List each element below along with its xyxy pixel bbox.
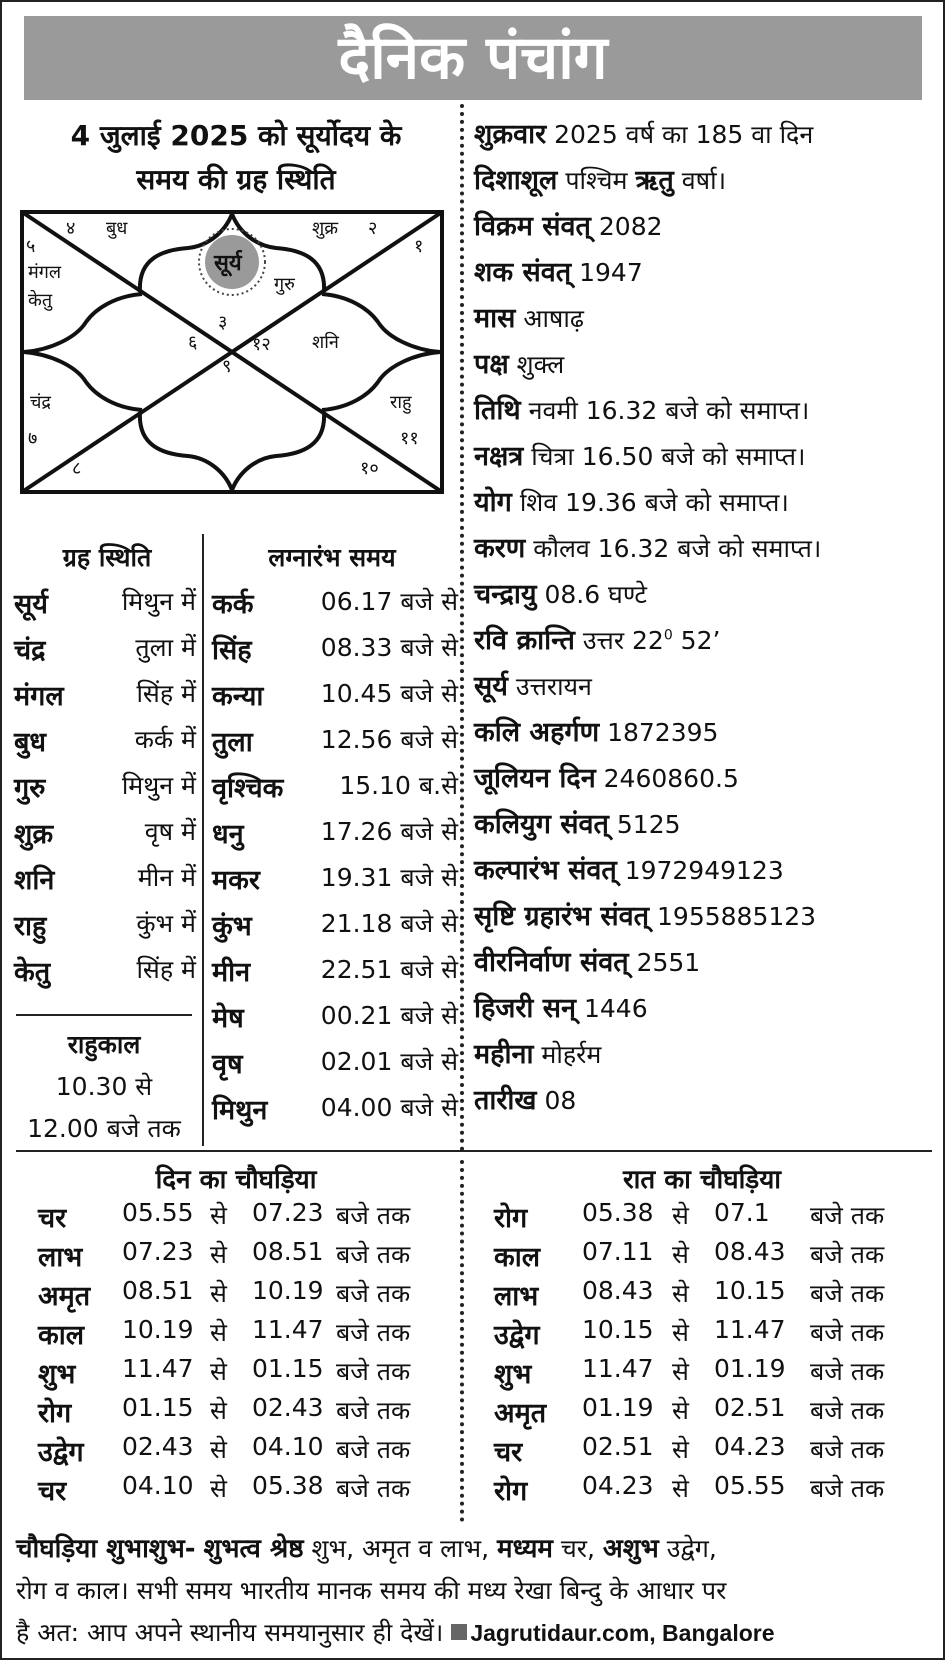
lagna-rashi: सिंह — [212, 635, 252, 666]
info-row — [474, 1034, 939, 1071]
night-choghadiya-row — [2, 1276, 942, 1316]
lagna-time: 06.17 बजे से — [320, 587, 458, 616]
choghadiya-to: 07.23 — [252, 1198, 324, 1227]
graha-row — [14, 630, 196, 676]
info-row — [474, 804, 939, 841]
choghadiya-name: अमृत — [494, 1398, 547, 1429]
choghadiya-se: से — [672, 1318, 689, 1347]
night-choghadiya-row — [2, 1471, 942, 1511]
lagna-rashi: मकर — [212, 865, 260, 896]
info-value: 1872395 — [607, 718, 719, 747]
graha-row — [14, 584, 196, 630]
rahukaal-title: राहुकाल — [67, 1030, 141, 1059]
info-row — [474, 252, 939, 289]
rahukaal-divider — [16, 1014, 192, 1016]
choghadiya-suffix: बजे तक — [810, 1201, 885, 1230]
footer-line3 — [16, 1612, 936, 1654]
graha-row — [14, 722, 196, 768]
lagna-rashi: धनु — [212, 819, 244, 850]
graha-rashi: मिथुन में — [121, 587, 196, 616]
footer-mid-text: चर, — [560, 1534, 595, 1563]
lagna-time: 15.10 ब.से — [339, 771, 458, 800]
night-choghadiya-row — [2, 1198, 942, 1238]
lagna-rashi: तुला — [212, 727, 253, 758]
choghadiya-to: 04.10 — [252, 1432, 324, 1461]
choghadiya-name: रोग — [494, 1476, 528, 1507]
graha-rashi: सिंह में — [136, 679, 196, 708]
choghadiya-suffix: बजे तक — [336, 1201, 411, 1230]
choghadiya-from: 11.47 — [122, 1354, 194, 1383]
info-row — [474, 344, 939, 381]
choghadiya-name: शुभ — [38, 1359, 76, 1390]
choghadiya-to: 02.51 — [714, 1393, 786, 1422]
rahukaal-box — [12, 1024, 196, 1150]
house-10: १० — [360, 458, 379, 479]
footer-note — [16, 1528, 936, 1654]
choghadiya-name: चर — [38, 1476, 67, 1507]
choghadiya-to: 05.38 — [252, 1471, 324, 1500]
choghadiya-suffix: बजे तक — [336, 1240, 411, 1269]
info-row — [474, 528, 939, 565]
graha-rashi: मीन में — [137, 863, 196, 892]
info-label: ऋतु — [635, 165, 674, 196]
choghadiya-name: लाभ — [494, 1281, 539, 1312]
planet-shukra: शुक्र — [312, 218, 339, 239]
footer-good-label: शुभत्व श्रेष्ठ — [203, 1534, 304, 1564]
choghadiya-to: 11.47 — [252, 1315, 324, 1344]
kundli-heading-line1: 4 जुलाई 2025 को सूर्योदय के — [70, 119, 402, 152]
lagna-time: 00.21 बजे से — [320, 1001, 458, 1030]
choghadiya-from: 10.19 — [122, 1315, 194, 1344]
info-value: 2082 — [598, 212, 663, 241]
info-value: 1446 — [584, 994, 648, 1023]
rahukaal-line2: 12.00 बजे तक — [27, 1114, 181, 1143]
planet-shani: शनि — [312, 332, 339, 353]
kundli-heading-line2: समय की ग्रह स्थिति — [136, 163, 336, 196]
lagna-rashi: मेष — [212, 1003, 244, 1034]
info-value: 1947 — [579, 258, 643, 287]
info-row — [474, 988, 939, 1025]
choghadiya-from: 01.19 — [582, 1393, 654, 1422]
choghadiya-to: 11.47 — [714, 1315, 786, 1344]
info-row — [474, 482, 939, 519]
info-row — [474, 758, 939, 795]
house-3: ३ — [218, 312, 228, 333]
lagna-row — [212, 1090, 458, 1136]
info-value: पश्चिम — [565, 166, 628, 195]
choghadiya-to: 10.15 — [714, 1276, 786, 1305]
choghadiya-se: से — [210, 1240, 227, 1269]
info-label: रवि क्रान्ति — [474, 625, 575, 656]
choghadiya-name: अमृत — [38, 1281, 91, 1312]
info-label: हिजरी सन् — [474, 993, 577, 1024]
info-value: आषाढ़ — [523, 304, 584, 333]
choghadiya-se: से — [672, 1279, 689, 1308]
info-row — [474, 620, 939, 657]
choghadiya-se: से — [672, 1357, 689, 1386]
lagna-rashi: कन्या — [212, 681, 264, 712]
graha-planet: गुरु — [14, 773, 46, 804]
house-6: ६ — [188, 332, 198, 353]
choghadiya-suffix: बजे तक — [810, 1435, 885, 1464]
info-label: नक्षत्र — [474, 441, 524, 472]
footer-line1 — [16, 1528, 936, 1570]
footer-line2: रोग व काल। सभी समय भारतीय मानक समय की मध्य रेखा बिन्दु के आधार पर — [16, 1576, 727, 1605]
choghadiya-se: से — [210, 1474, 227, 1503]
graha-row — [14, 860, 196, 906]
choghadiya-se: से — [210, 1279, 227, 1308]
info-label: शुक्रवार — [474, 119, 547, 150]
lagna-time: 12.56 बजे से — [320, 725, 458, 754]
lagna-time: 22.51 बजे से — [320, 955, 458, 984]
choghadiya-from: 02.43 — [122, 1432, 194, 1461]
lagna-row — [212, 814, 458, 860]
graha-rashi: कुंभ में — [136, 909, 196, 938]
info-value: 08.6 घण्टे — [544, 580, 648, 609]
footer-bad-label: अशुभ — [602, 1534, 659, 1564]
choghadiya-to: 01.15 — [252, 1354, 324, 1383]
choghadiya-to: 07.1 — [714, 1198, 770, 1227]
lagna-row — [212, 584, 458, 630]
info-value: शुक्ल — [516, 350, 565, 379]
choghadiya-from: 05.38 — [582, 1198, 654, 1227]
night-choghadiya-row — [2, 1432, 942, 1472]
lagna-time: 02.01 बजे से — [320, 1047, 458, 1076]
choghadiya-name: रोग — [494, 1203, 528, 1234]
choghadiya-from: 10.15 — [582, 1315, 654, 1344]
graha-planet: चंद्र — [14, 635, 46, 666]
info-label: जूलियन दिन — [474, 763, 596, 794]
lagna-row — [212, 1044, 458, 1090]
graha-planet: केतु — [14, 957, 51, 988]
choghadiya-suffix: बजे तक — [810, 1240, 885, 1269]
choghadiya-name: चर — [38, 1203, 67, 1234]
info-label: कल्पारंभ संवत् — [474, 855, 617, 886]
lagna-time: 19.31 बजे से — [320, 863, 458, 892]
house-2: २ — [368, 218, 378, 239]
choghadiya-to: 05.55 — [714, 1471, 786, 1500]
kundli-petal-right — [322, 294, 440, 410]
choghadiya-suffix: बजे तक — [810, 1318, 885, 1347]
info-value: 1955885123 — [657, 902, 817, 931]
choghadiya-suffix: बजे तक — [336, 1357, 411, 1386]
info-row — [474, 574, 939, 611]
kundli-chart — [20, 210, 444, 494]
choghadiya-from: 08.43 — [582, 1276, 654, 1305]
lagna-rashi: वृष — [212, 1049, 243, 1080]
lagna-title: लग्नारंभ समय — [268, 543, 396, 572]
lagna-row — [212, 768, 458, 814]
info-label: सूर्य — [474, 671, 508, 702]
info-value: उत्तरायन — [515, 672, 592, 701]
choghadiya-from: 11.47 — [582, 1354, 654, 1383]
footer-label: चौघड़िया शुभाशुभ- — [16, 1534, 196, 1564]
info-label: महीना — [474, 1039, 534, 1070]
graha-planet: सूर्य — [14, 589, 48, 620]
lagna-row — [212, 722, 458, 768]
graha-planet: शनि — [14, 865, 55, 896]
choghadiya-suffix: बजे तक — [810, 1396, 885, 1425]
night-choghadiya-row — [2, 1315, 942, 1355]
info-row — [474, 1080, 939, 1117]
info-row — [474, 206, 939, 243]
house-12: १२ — [252, 334, 271, 355]
info-label: तारीख — [474, 1085, 537, 1116]
footer-mid-label: मध्यम — [497, 1534, 553, 1564]
choghadiya-name: काल — [38, 1320, 85, 1351]
graha-row — [14, 768, 196, 814]
info-value: 2025 वर्ष का 185 वा दिन — [554, 120, 814, 149]
kundli-petal-bottom — [140, 412, 324, 490]
lagna-time: 17.26 बजे से — [320, 817, 458, 846]
choghadiya-to: 08.51 — [252, 1237, 324, 1266]
house-11: ११ — [400, 428, 419, 449]
house-5: ५ — [26, 236, 36, 257]
choghadiya-name: उद्वेग — [38, 1437, 84, 1468]
choghadiya-from: 07.23 — [122, 1237, 194, 1266]
info-value: शिव 19.36 बजे को समाप्त। — [519, 488, 789, 517]
info-label: वीरनिर्वाण संवत् — [474, 947, 629, 978]
planet-rahu: राहु — [390, 392, 412, 413]
info-label: करण — [474, 533, 526, 564]
choghadiya-from: 02.51 — [582, 1432, 654, 1461]
info-row — [474, 666, 939, 703]
choghadiya-to: 01.19 — [714, 1354, 786, 1383]
info-label: मास — [474, 303, 516, 334]
graha-rashi: वृष में — [144, 817, 196, 846]
choghadiya-suffix: बजे तक — [336, 1396, 411, 1425]
lagna-row — [212, 998, 458, 1044]
info-label: शक संवत् — [474, 257, 572, 288]
lagna-rashi: मीन — [212, 957, 251, 988]
info-row — [474, 942, 939, 979]
day-choghadiya-title: दिन का चौघड़िया — [155, 1165, 317, 1195]
kundli-heading — [16, 114, 456, 202]
night-choghadiya-title: रात का चौघड़िया — [622, 1165, 782, 1195]
planet-mangal: मंगल — [28, 262, 62, 283]
choghadiya-from: 01.15 — [122, 1393, 194, 1422]
info-value: वर्षा। — [681, 166, 727, 195]
info-label: विक्रम संवत् — [474, 211, 591, 242]
choghadiya-se: से — [210, 1357, 227, 1386]
graha-row — [14, 952, 196, 998]
info-label: दिशाशूल — [474, 165, 558, 196]
footer-bad-text: उद्वेग, — [666, 1534, 717, 1563]
info-degree: 0 — [663, 627, 673, 644]
info-label: योग — [474, 487, 512, 518]
info-row — [474, 114, 939, 151]
info-value: उत्तर 22 — [582, 626, 664, 655]
planet-guru: गुरु — [274, 274, 295, 295]
choghadiya-suffix: बजे तक — [336, 1474, 411, 1503]
choghadiya-suffix: बजे तक — [810, 1357, 885, 1386]
square-icon — [451, 1624, 467, 1640]
choghadiya-se: से — [210, 1435, 227, 1464]
info-value: 08 — [544, 1086, 577, 1115]
info-value: चित्रा 16.50 बजे को समाप्त। — [531, 442, 806, 471]
info-row — [474, 850, 939, 887]
choghadiya-se: से — [210, 1201, 227, 1230]
choghadiya-name: चर — [494, 1437, 523, 1468]
info-row — [474, 160, 939, 197]
info-value: 1972949123 — [624, 856, 784, 885]
choghadiya-from: 05.55 — [122, 1198, 194, 1227]
info-value: 2460860.5 — [603, 764, 739, 793]
house-4: ४ — [66, 218, 76, 239]
lagna-row — [212, 952, 458, 998]
lagna-row — [212, 860, 458, 906]
lagna-row — [212, 676, 458, 722]
info-label: चन्द्रायु — [474, 579, 537, 610]
graha-row — [14, 906, 196, 952]
graha-title: ग्रह स्थिति — [62, 543, 152, 572]
info-value: 52’ — [672, 626, 721, 655]
lagna-rashi: मिथुन — [212, 1095, 268, 1126]
page-title: दैनिक पंचांग — [24, 16, 922, 100]
choghadiya-suffix: बजे तक — [810, 1474, 885, 1503]
choghadiya-se: से — [672, 1396, 689, 1425]
choghadiya-suffix: बजे तक — [336, 1279, 411, 1308]
column-divider — [460, 104, 464, 1152]
graha-planet: शुक्र — [14, 819, 54, 850]
lagna-time: 10.45 बजे से — [320, 679, 458, 708]
lagna-rashi: वृश्चिक — [212, 773, 284, 804]
section-divider — [16, 1150, 932, 1152]
graha-row — [14, 814, 196, 860]
info-value: कौलव 16.32 बजे को समाप्त। — [533, 534, 822, 563]
choghadiya-name: काल — [494, 1242, 541, 1273]
choghadiya-name: लाभ — [38, 1242, 83, 1273]
footer-line3-text: है अत: आप अपने स्थानीय समयानुसार ही देखें। — [16, 1618, 444, 1647]
choghadiya-name: शुभ — [494, 1359, 532, 1390]
night-choghadiya-row — [2, 1237, 942, 1277]
info-label: तिथि — [474, 395, 521, 426]
night-choghadiya-row — [2, 1393, 942, 1433]
choghadiya-name: रोग — [38, 1398, 72, 1429]
choghadiya-se: से — [210, 1396, 227, 1425]
graha-planet: राहु — [14, 911, 47, 942]
choghadiya-suffix: बजे तक — [336, 1318, 411, 1347]
graha-row — [14, 676, 196, 722]
lagna-time: 21.18 बजे से — [320, 909, 458, 938]
info-value: मोहर्रम — [541, 1040, 602, 1069]
lagna-row — [212, 906, 458, 952]
info-label: सृष्टि ग्रहारंभ संवत् — [474, 901, 650, 932]
info-label: पक्ष — [474, 349, 509, 380]
rahukaal-line1: 10.30 से — [55, 1072, 153, 1101]
choghadiya-se: से — [210, 1318, 227, 1347]
footer-good-text: शुभ, अमृत व लाभ, — [311, 1534, 490, 1563]
graha-rashi: तुला में — [135, 633, 196, 662]
choghadiya-suffix: बजे तक — [810, 1279, 885, 1308]
graha-rashi: कर्क में — [134, 725, 196, 754]
graha-planet: मंगल — [14, 681, 64, 712]
house-9: ९ — [222, 356, 232, 377]
lagna-row — [212, 630, 458, 676]
choghadiya-se: से — [672, 1201, 689, 1230]
night-choghadiya-row — [2, 1354, 942, 1394]
graha-planet: बुध — [14, 727, 47, 758]
house-1: १ — [414, 236, 424, 257]
choghadiya-to: 08.43 — [714, 1237, 786, 1266]
graha-rashi: सिंह में — [136, 955, 196, 984]
lagna-time: 04.00 बजे से — [320, 1093, 458, 1122]
info-row — [474, 298, 939, 335]
info-value: 5125 — [616, 810, 681, 839]
lagna-rashi: कुंभ — [212, 911, 252, 942]
info-value: नवमी 16.32 बजे को समाप्त। — [528, 396, 810, 425]
info-label: कलि अहर्गण — [474, 717, 600, 748]
choghadiya-from: 04.23 — [582, 1471, 654, 1500]
choghadiya-se: से — [672, 1474, 689, 1503]
choghadiya-from: 08.51 — [122, 1276, 194, 1305]
choghadiya-to: 02.43 — [252, 1393, 324, 1422]
info-value: 2551 — [636, 948, 701, 977]
choghadiya-se: से — [672, 1240, 689, 1269]
info-row — [474, 390, 939, 427]
house-7: ७ — [28, 428, 38, 449]
info-row — [474, 712, 939, 749]
choghadiya-name: उद्वेग — [494, 1320, 540, 1351]
choghadiya-to: 10.19 — [252, 1276, 324, 1305]
choghadiya-suffix: बजे तक — [336, 1435, 411, 1464]
choghadiya-from: 04.10 — [122, 1471, 194, 1500]
planet-budh: बुध — [106, 218, 128, 239]
footer-brand: Jagrutidaur.com, Bangalore — [470, 1620, 775, 1646]
planet-chandra: चंद्र — [30, 392, 51, 413]
house-8: ८ — [72, 458, 82, 479]
choghadiya-to: 04.23 — [714, 1432, 786, 1461]
info-label: कलियुग संवत् — [474, 809, 609, 840]
info-row — [474, 436, 939, 473]
graha-lagna-divider — [202, 534, 204, 1146]
planet-ketu: केतु — [28, 290, 53, 311]
lagna-time: 08.33 बजे से — [320, 633, 458, 662]
graha-rashi: मिथुन में — [121, 771, 196, 800]
choghadiya-from: 07.11 — [582, 1237, 654, 1266]
planet-surya: सूर्य — [214, 251, 242, 276]
info-row — [474, 896, 939, 933]
lagna-rashi: कर्क — [212, 589, 254, 620]
choghadiya-se: से — [672, 1435, 689, 1464]
